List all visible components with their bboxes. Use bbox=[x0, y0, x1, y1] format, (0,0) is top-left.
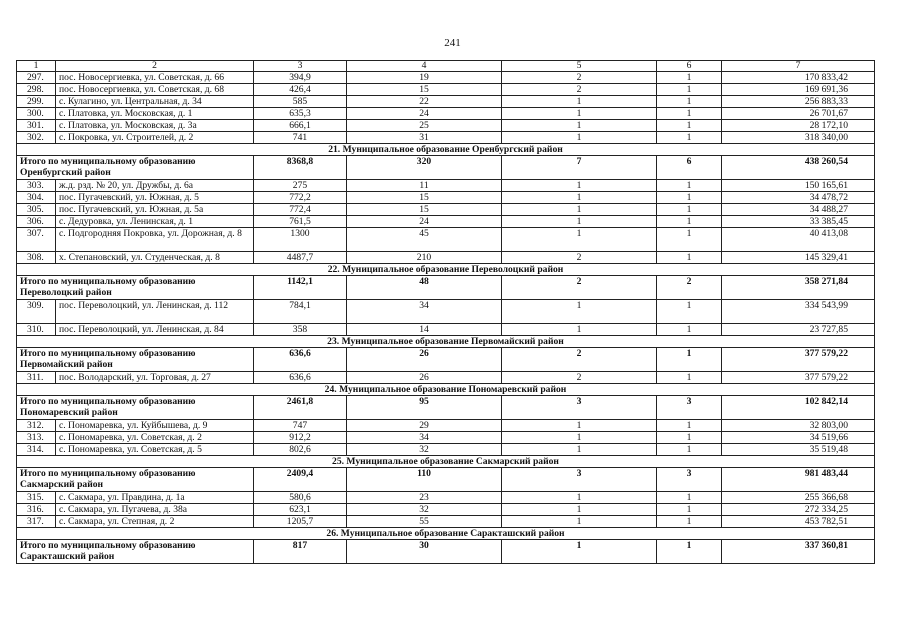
address-cell: пос. Пугачевский, ул. Южная, д. 5 bbox=[56, 192, 254, 204]
table-row bbox=[17, 516, 875, 528]
col4-cell: 25 bbox=[347, 120, 502, 132]
row-number: 317. bbox=[17, 516, 56, 528]
col4-cell: 210 bbox=[347, 252, 502, 264]
row-number: 308. bbox=[17, 252, 56, 264]
table-row bbox=[17, 372, 875, 384]
col5-cell: 1 bbox=[502, 492, 657, 504]
total-row bbox=[17, 468, 875, 492]
address-cell: с. Платовка, ул. Московская, д. 3а bbox=[56, 120, 254, 132]
total-row bbox=[17, 396, 875, 420]
address-cell: с. Дедуровка, ул. Ленинская, д. 1 bbox=[56, 216, 254, 228]
section-header-row bbox=[17, 528, 875, 540]
total-col4: 320 bbox=[347, 156, 502, 180]
address-cell: с. Платовка, ул. Московская, д. 1 bbox=[56, 108, 254, 120]
total-amount: 377 579,22 bbox=[722, 348, 875, 372]
address-cell: х. Степановский, ул. Студенческая, д. 8 bbox=[56, 252, 254, 264]
table-row bbox=[17, 120, 875, 132]
section-title: 24. Муниципальное образование Пономаревский район bbox=[17, 384, 875, 396]
col6-cell: 1 bbox=[657, 420, 722, 432]
table-row bbox=[17, 492, 875, 504]
amount-cell: 256 883,33 bbox=[722, 96, 875, 108]
address-cell: с. Покровка, ул. Строителей, д. 2 bbox=[56, 132, 254, 144]
col5-cell: 1 bbox=[502, 300, 657, 324]
area-cell: 761,5 bbox=[254, 216, 347, 228]
col5-cell: 2 bbox=[502, 252, 657, 264]
total-col5: 2 bbox=[502, 348, 657, 372]
amount-cell: 26 701,67 bbox=[722, 108, 875, 120]
total-label: Итого по муниципальному образованию Оренбургский район bbox=[17, 156, 254, 180]
col5-cell: 1 bbox=[502, 204, 657, 216]
col5-cell: 1 bbox=[502, 516, 657, 528]
total-amount: 102 842,14 bbox=[722, 396, 875, 420]
col4-cell: 34 bbox=[347, 300, 502, 324]
col5-cell: 2 bbox=[502, 372, 657, 384]
section-header-row bbox=[17, 336, 875, 348]
table-body bbox=[17, 61, 875, 564]
total-col5: 3 bbox=[502, 396, 657, 420]
col6-cell: 1 bbox=[657, 96, 722, 108]
col4-cell: 24 bbox=[347, 108, 502, 120]
table-row bbox=[17, 504, 875, 516]
amount-cell: 255 366,68 bbox=[722, 492, 875, 504]
address-cell: с. Пономаревка, ул. Советская, д. 2 bbox=[56, 432, 254, 444]
row-number: 298. bbox=[17, 84, 56, 96]
total-col4: 95 bbox=[347, 396, 502, 420]
col6-cell: 1 bbox=[657, 120, 722, 132]
col5-cell: 1 bbox=[502, 120, 657, 132]
col4-cell: 15 bbox=[347, 192, 502, 204]
col5-cell: 1 bbox=[502, 192, 657, 204]
col5-cell: 1 bbox=[502, 444, 657, 456]
area-cell: 1300 bbox=[254, 228, 347, 252]
col6-cell: 1 bbox=[657, 216, 722, 228]
table-row bbox=[17, 180, 875, 192]
section-title: 21. Муниципальное образование Оренбургский район bbox=[17, 144, 875, 156]
total-area: 636,6 bbox=[254, 348, 347, 372]
section-title: 25. Муниципальное образование Сакмарский район bbox=[17, 456, 875, 468]
total-col5: 2 bbox=[502, 276, 657, 300]
area-cell: 772,2 bbox=[254, 192, 347, 204]
total-col4: 30 bbox=[347, 540, 502, 564]
section-header-row bbox=[17, 144, 875, 156]
col6-cell: 1 bbox=[657, 108, 722, 120]
row-number: 311. bbox=[17, 372, 56, 384]
amount-cell: 35 519,48 bbox=[722, 444, 875, 456]
col6-cell: 1 bbox=[657, 504, 722, 516]
col6-cell: 1 bbox=[657, 300, 722, 324]
address-cell: пос. Володарский, ул. Торговая, д. 27 bbox=[56, 372, 254, 384]
section-title: 22. Муниципальное образование Переволоцкий район bbox=[17, 264, 875, 276]
table-row bbox=[17, 420, 875, 432]
header-cell: 7 bbox=[722, 61, 875, 72]
section-title: 23. Муниципальное образование Первомайский район bbox=[17, 336, 875, 348]
total-col6: 2 bbox=[657, 276, 722, 300]
table-row bbox=[17, 132, 875, 144]
area-cell: 784,1 bbox=[254, 300, 347, 324]
total-col5: 7 bbox=[502, 156, 657, 180]
area-cell: 585 bbox=[254, 96, 347, 108]
row-number: 316. bbox=[17, 504, 56, 516]
col4-cell: 19 bbox=[347, 72, 502, 84]
housing-register-table bbox=[16, 60, 875, 564]
header-cell: 4 bbox=[347, 61, 502, 72]
amount-cell: 272 334,25 bbox=[722, 504, 875, 516]
col4-cell: 45 bbox=[347, 228, 502, 252]
header-cell: 5 bbox=[502, 61, 657, 72]
total-area: 1142,1 bbox=[254, 276, 347, 300]
address-cell: ж.д. рзд. № 20, ул. Дружбы, д. 6а bbox=[56, 180, 254, 192]
col6-cell: 1 bbox=[657, 180, 722, 192]
table-row bbox=[17, 216, 875, 228]
header-cell: 3 bbox=[254, 61, 347, 72]
row-number: 313. bbox=[17, 432, 56, 444]
amount-cell: 150 165,61 bbox=[722, 180, 875, 192]
total-col6: 6 bbox=[657, 156, 722, 180]
total-label: Итого по муниципальному образованию Пономаревский район bbox=[17, 396, 254, 420]
address-cell: с. Сакмара, ул. Правдина, д. 1а bbox=[56, 492, 254, 504]
col6-cell: 1 bbox=[657, 432, 722, 444]
col4-cell: 15 bbox=[347, 204, 502, 216]
col4-cell: 34 bbox=[347, 432, 502, 444]
address-cell: с. Подгородняя Покровка, ул. Дорожная, д. 8 bbox=[56, 228, 254, 252]
col5-cell: 2 bbox=[502, 72, 657, 84]
amount-cell: 318 340,00 bbox=[722, 132, 875, 144]
column-number-header bbox=[17, 61, 875, 72]
amount-cell: 145 329,41 bbox=[722, 252, 875, 264]
row-number: 304. bbox=[17, 192, 56, 204]
total-area: 2461,8 bbox=[254, 396, 347, 420]
area-cell: 747 bbox=[254, 420, 347, 432]
col5-cell: 1 bbox=[502, 432, 657, 444]
address-cell: с. Сакмара, ул. Степная, д. 2 bbox=[56, 516, 254, 528]
address-cell: пос. Переволоцкий, ул. Ленинская, д. 112 bbox=[56, 300, 254, 324]
area-cell: 772,4 bbox=[254, 204, 347, 216]
col5-cell: 1 bbox=[502, 132, 657, 144]
total-col4: 26 bbox=[347, 348, 502, 372]
amount-cell: 453 782,51 bbox=[722, 516, 875, 528]
col5-cell: 1 bbox=[502, 216, 657, 228]
area-cell: 275 bbox=[254, 180, 347, 192]
total-col6: 1 bbox=[657, 540, 722, 564]
address-cell: пос. Переволоцкий, ул. Ленинская, д. 84 bbox=[56, 324, 254, 336]
total-amount: 337 360,81 bbox=[722, 540, 875, 564]
address-cell: с. Сакмара, ул. Пугачева, д. 38а bbox=[56, 504, 254, 516]
col5-cell: 1 bbox=[502, 504, 657, 516]
table-row bbox=[17, 108, 875, 120]
area-cell: 666,1 bbox=[254, 120, 347, 132]
address-cell: с. Пономаревка, ул. Советская, д. 5 bbox=[56, 444, 254, 456]
section-header-row bbox=[17, 456, 875, 468]
address-cell: пос. Новосергиевка, ул. Советская, д. 68 bbox=[56, 84, 254, 96]
amount-cell: 377 579,22 bbox=[722, 372, 875, 384]
header-cell: 1 bbox=[17, 61, 56, 72]
page-number: 241 bbox=[444, 37, 461, 49]
area-cell: 4487,7 bbox=[254, 252, 347, 264]
total-row bbox=[17, 276, 875, 300]
area-cell: 580,6 bbox=[254, 492, 347, 504]
col4-cell: 26 bbox=[347, 372, 502, 384]
total-label: Итого по муниципальному образованию Переволоцкий район bbox=[17, 276, 254, 300]
total-col6: 1 bbox=[657, 348, 722, 372]
amount-cell: 334 543,99 bbox=[722, 300, 875, 324]
col4-cell: 15 bbox=[347, 84, 502, 96]
total-amount: 358 271,84 bbox=[722, 276, 875, 300]
area-cell: 623,1 bbox=[254, 504, 347, 516]
row-number: 309. bbox=[17, 300, 56, 324]
total-label: Итого по муниципальному образованию Саракташский район bbox=[17, 540, 254, 564]
total-label: Итого по муниципальному образованию Первомайский район bbox=[17, 348, 254, 372]
row-number: 314. bbox=[17, 444, 56, 456]
col6-cell: 1 bbox=[657, 252, 722, 264]
col5-cell: 1 bbox=[502, 96, 657, 108]
col6-cell: 1 bbox=[657, 372, 722, 384]
row-number: 300. bbox=[17, 108, 56, 120]
col6-cell: 1 bbox=[657, 204, 722, 216]
total-col4: 48 bbox=[347, 276, 502, 300]
col4-cell: 23 bbox=[347, 492, 502, 504]
col4-cell: 11 bbox=[347, 180, 502, 192]
area-cell: 394,9 bbox=[254, 72, 347, 84]
area-cell: 358 bbox=[254, 324, 347, 336]
col5-cell: 1 bbox=[502, 180, 657, 192]
total-row bbox=[17, 156, 875, 180]
total-area: 817 bbox=[254, 540, 347, 564]
row-number: 305. bbox=[17, 204, 56, 216]
area-cell: 636,6 bbox=[254, 372, 347, 384]
col6-cell: 1 bbox=[657, 72, 722, 84]
row-number: 315. bbox=[17, 492, 56, 504]
total-amount: 981 483,44 bbox=[722, 468, 875, 492]
row-number: 299. bbox=[17, 96, 56, 108]
row-number: 306. bbox=[17, 216, 56, 228]
col5-cell: 2 bbox=[502, 84, 657, 96]
col6-cell: 1 bbox=[657, 516, 722, 528]
total-label: Итого по муниципальному образованию Сакмарский район bbox=[17, 468, 254, 492]
col5-cell: 1 bbox=[502, 228, 657, 252]
row-number: 297. bbox=[17, 72, 56, 84]
area-cell: 802,6 bbox=[254, 444, 347, 456]
col5-cell: 1 bbox=[502, 108, 657, 120]
amount-cell: 28 172,10 bbox=[722, 120, 875, 132]
amount-cell: 33 385,45 bbox=[722, 216, 875, 228]
row-number: 310. bbox=[17, 324, 56, 336]
section-title: 26. Муниципальное образование Саракташский район bbox=[17, 528, 875, 540]
table-row bbox=[17, 300, 875, 324]
amount-cell: 34 478,72 bbox=[722, 192, 875, 204]
total-col5: 1 bbox=[502, 540, 657, 564]
amount-cell: 34 488,27 bbox=[722, 204, 875, 216]
section-header-row bbox=[17, 264, 875, 276]
row-number: 303. bbox=[17, 180, 56, 192]
address-cell: с. Кулагино, ул. Центральная, д. 34 bbox=[56, 96, 254, 108]
table-row bbox=[17, 96, 875, 108]
total-col6: 3 bbox=[657, 468, 722, 492]
total-col6: 3 bbox=[657, 396, 722, 420]
amount-cell: 170 833,42 bbox=[722, 72, 875, 84]
table-row bbox=[17, 228, 875, 252]
section-header-row bbox=[17, 384, 875, 396]
col6-cell: 1 bbox=[657, 324, 722, 336]
total-row bbox=[17, 540, 875, 564]
total-col5: 3 bbox=[502, 468, 657, 492]
col4-cell: 29 bbox=[347, 420, 502, 432]
total-col4: 110 bbox=[347, 468, 502, 492]
col4-cell: 22 bbox=[347, 96, 502, 108]
total-row bbox=[17, 348, 875, 372]
header-cell: 2 bbox=[56, 61, 254, 72]
col6-cell: 1 bbox=[657, 132, 722, 144]
col6-cell: 1 bbox=[657, 84, 722, 96]
col6-cell: 1 bbox=[657, 492, 722, 504]
address-cell: пос. Новосергиевка, ул. Советская, д. 66 bbox=[56, 72, 254, 84]
table-row bbox=[17, 252, 875, 264]
amount-cell: 32 803,00 bbox=[722, 420, 875, 432]
address-cell: пос. Пугачевский, ул. Южная, д. 5а bbox=[56, 204, 254, 216]
area-cell: 912,2 bbox=[254, 432, 347, 444]
amount-cell: 34 519,66 bbox=[722, 432, 875, 444]
col4-cell: 14 bbox=[347, 324, 502, 336]
table-row bbox=[17, 72, 875, 84]
col6-cell: 1 bbox=[657, 192, 722, 204]
col4-cell: 31 bbox=[347, 132, 502, 144]
area-cell: 426,4 bbox=[254, 84, 347, 96]
area-cell: 741 bbox=[254, 132, 347, 144]
col4-cell: 32 bbox=[347, 444, 502, 456]
table-row bbox=[17, 444, 875, 456]
area-cell: 1205,7 bbox=[254, 516, 347, 528]
col4-cell: 24 bbox=[347, 216, 502, 228]
table-row bbox=[17, 204, 875, 216]
row-number: 312. bbox=[17, 420, 56, 432]
table-row bbox=[17, 324, 875, 336]
col6-cell: 1 bbox=[657, 228, 722, 252]
col6-cell: 1 bbox=[657, 444, 722, 456]
amount-cell: 169 691,36 bbox=[722, 84, 875, 96]
table-row bbox=[17, 192, 875, 204]
col4-cell: 32 bbox=[347, 504, 502, 516]
area-cell: 635,3 bbox=[254, 108, 347, 120]
table-row bbox=[17, 432, 875, 444]
total-area: 2409,4 bbox=[254, 468, 347, 492]
header-cell: 6 bbox=[657, 61, 722, 72]
amount-cell: 40 413,08 bbox=[722, 228, 875, 252]
amount-cell: 23 727,85 bbox=[722, 324, 875, 336]
row-number: 307. bbox=[17, 228, 56, 252]
total-amount: 438 260,54 bbox=[722, 156, 875, 180]
col5-cell: 1 bbox=[502, 324, 657, 336]
table-row bbox=[17, 84, 875, 96]
row-number: 301. bbox=[17, 120, 56, 132]
address-cell: с. Пономаревка, ул. Куйбышева, д. 9 bbox=[56, 420, 254, 432]
row-number: 302. bbox=[17, 132, 56, 144]
col4-cell: 55 bbox=[347, 516, 502, 528]
total-area: 8368,8 bbox=[254, 156, 347, 180]
col5-cell: 1 bbox=[502, 420, 657, 432]
